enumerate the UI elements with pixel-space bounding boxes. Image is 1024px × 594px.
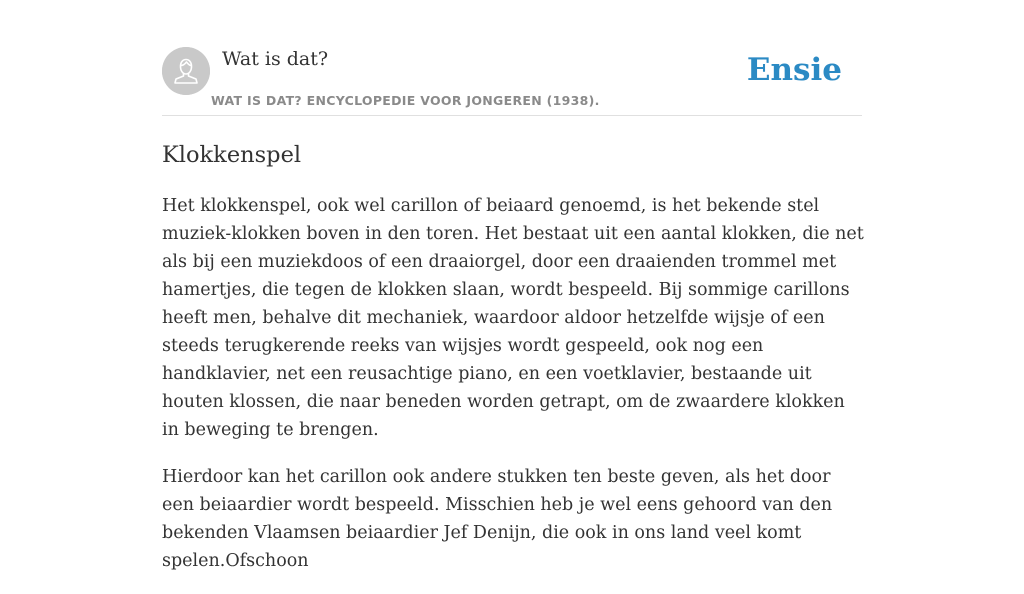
article-body [162,192,864,594]
paragraph: Hierdoor kan het carillon ook andere stukken ten beste geven, als het door een beiaardier wordt bespeeld. Misschien heb je wel eens gehoord van den bekenden Vlaamsen beiaardier Jef Denijn, die ook in ons land veel komt spelen.Ofschoon [162,467,833,571]
ensie-logo[interactable]: Ensie [746,52,842,88]
source-header [162,47,862,116]
paragraph: Het klokkenspel, ook wel carillon of beiaard genoemd, is het bekende stel muziek-klokken boven in den toren. Het bestaat uit een aantal klokken, die net als bij een muziekdoos of een draaiorgel, door een draaienden trommel met hamertjes, die tegen de klokken slaan, wordt bespeeld. Bij sommige carillons heeft men, behalve dit mechaniek, waardoor aldoor hetzelfde wijsje of een steeds terugkerende reeks van wijsjes wordt gespeeld, ook nog een handklavier, net een reusachtige piano, en een voetklavier, bestaande uit houten klossen, die naar beneden worden getrapt, om de zwaardere klokken in beweging te brengen. [162,196,864,440]
person-icon [162,47,210,95]
article-title: Klokkenspel [162,142,302,168]
source-title[interactable]: Wat is dat? [222,48,329,70]
avatar[interactable] [162,47,210,95]
source-subtitle[interactable]: WAT IS DAT? ENCYCLOPEDIE VOOR JONGEREN (1938). [211,93,600,108]
